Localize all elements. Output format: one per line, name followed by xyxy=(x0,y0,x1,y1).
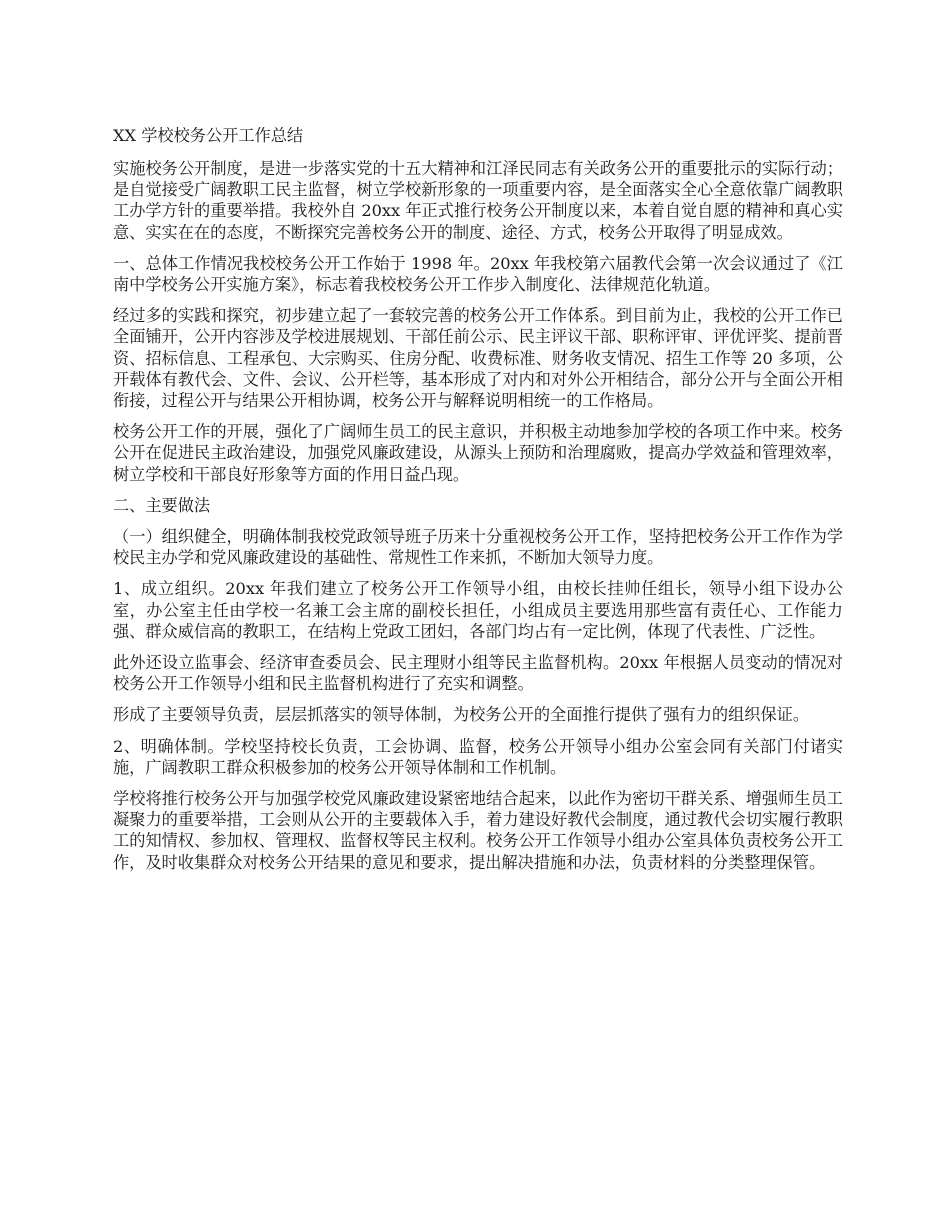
document-title: XX 学校校务公开工作总结 xyxy=(113,126,304,145)
paragraph-integration: 学校将推行校务公开与加强学校党风廉政建设紧密地结合起来，以此作为密切干群关系、增强师生员工凝聚力的重要举措，工会则从公开的主要载体入手，着力建设好教代会制度，通过教代会切实履行教职工的知情权、参加权、管理权、监督权等民主权利。校务公开工作领导小组办公室具体负责校务公开工作，及时收集群众对校务公开结果的意见和要求，提出解决措施和办法，负责材料的分类整理保管。 xyxy=(113,789,843,872)
paragraph-establish-group: 1、成立组织。20xx 年我们建立了校务公开工作领导小组，由校长挂帅任组长，领导小组下设办公室，办公室主任由学校一名兼工会主席的副校长担任，小组成员主要选用那些富有责任心、工作能力强、群众威信高的教职工，在结构上党政工团妇，各部门均占有一定比例，体现了代表性、广泛性。 xyxy=(113,579,843,641)
paragraph-overall-situation: 一、总体工作情况我校校务公开工作始于 1998 年。20xx 年我校第六届教代会第一次会议通过了《江南中学校务公开实施方案》，标志着我校校务公开工作步入制度化、法律规范化轨道。 xyxy=(113,253,843,295)
section-heading-main-practices: 二、主要做法 xyxy=(113,495,211,515)
paragraph-clarify-system: 2、明确体制。学校坚持校长负责，工会协调、监督，校务公开领导小组办公室会同有关部门付诸实施，广阔教职工群众积极参加的校务公开领导体制和工作机制。 xyxy=(113,736,843,777)
paragraph-practice-system: 经过多的实践和探究，初步建立起了一套较完善的校务公开工作体系。到目前为止，我校的公开工作已全面铺开，公开内容涉及学校进展规划、干部任前公示、民主评议干部、职称评审、评优评奖、提前晋资、招标信息、工程承包、大宗购买、住房分配、收费标准、财务收支情况、招生工作等 20 多项，公开载体有教代会、文件、会议、公开栏等，基本形成了对内和对外公开相结合，部分公开与全面公开相衔接，过程公开与结果公开相协调，校务公开与解释说明相统一的工作格局。 xyxy=(113,306,843,411)
document-page xyxy=(113,124,843,883)
paragraph-leadership-system: 形成了主要领导负责，层层抓落实的领导体制，为校务公开的全面推行提供了强有力的组织保证。 xyxy=(113,705,810,725)
paragraph-intro: 实施校务公开制度，是进一步落实党的十五大精神和江泽民同志有关政务公开的重要批示的实际行动；是自觉接受广阔教职工民主监督，树立学校新形象的一项重要内容，是全面落实全心全意依靠广阔教职工办学方针的重要举措。我校外自 20xx 年正式推行校务公开制度以来，本着自觉自愿的精神和真心实意、实实在在的态度，不断探究完善校务公开的制度、途径、方式，校务公开取得了明显成效。 xyxy=(113,159,843,242)
paragraph-supervision-bodies: 此外还设立监事会、经济审查委员会、民主理财小组等民主监督机构。20xx 年根据人员变动的情况对校务公开工作领导小组和民主监督机构进行了充实和调整。 xyxy=(113,653,843,694)
paragraph-effects: 校务公开工作的开展，强化了广阔师生员工的民主意识，并积极主动地参加学校的各项工作中来。校务公开在促进民主政治建设，加强党风廉政建设，从源头上预防和治理腐败，提高办学效益和管理效率，树立学校和干部良好形象等方面的作用日益凸现。 xyxy=(113,422,843,484)
paragraph-organization: （一）组织健全，明确体制我校党政领导班子历来十分重视校务公开工作，坚持把校务公开工作作为学校民主办学和党风廉政建设的基础性、常规性工作来抓，不断加大领导力度。 xyxy=(113,527,843,568)
